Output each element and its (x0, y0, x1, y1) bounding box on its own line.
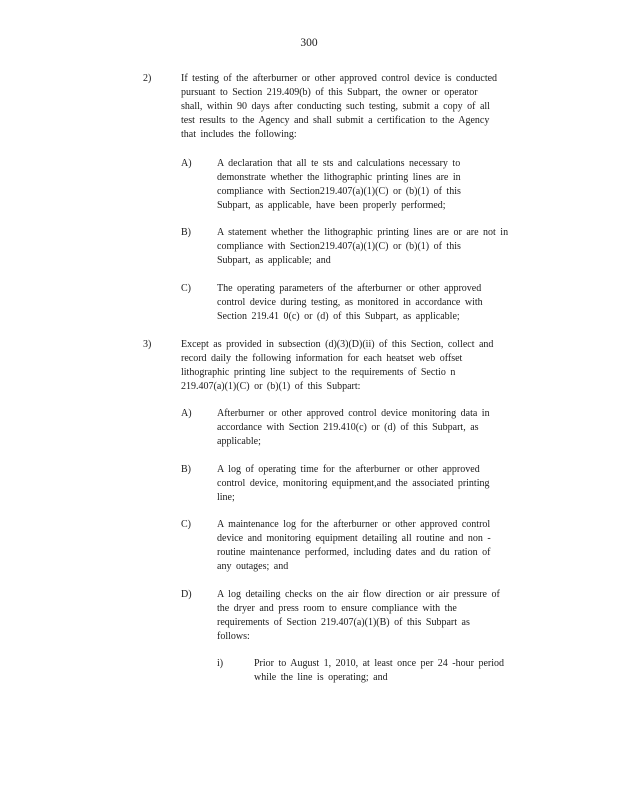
text-line: shall, within 90 days after conducting such testing, submit a copy of all (181, 101, 490, 112)
text-line: A maintenance log for the afterburner or other approved control (217, 519, 491, 530)
subparagraph-marker: A) (181, 408, 192, 419)
text-line: accordance with Section 219.410(c) or (d) of this Subpart, as (217, 422, 479, 433)
text-line: Section 219.41 0(c) or (d) of this Subpart, as applicable; (217, 311, 460, 322)
paragraph-text (181, 338, 531, 394)
text-line: control device, monitoring equipment,and the associated printing (217, 478, 490, 489)
text-line: 219.407(a)(1)(C) or (b)(1) of this Subpart: (181, 381, 361, 392)
subparagraph-marker: A) (181, 158, 192, 169)
subparagraph-text (217, 518, 539, 574)
text-line: device and monitoring equipment detailing all routine and non - (217, 533, 491, 544)
paragraph-marker: 2) (143, 73, 152, 84)
text-line: demonstrate whether the lithographic printing lines are in (217, 172, 461, 183)
text-line: A declaration that all te sts and calculations necessary to (217, 158, 461, 169)
text-line: Subpart, as applicable, have been properly performed; (217, 200, 446, 211)
text-line: pursuant to Section 219.409(b) of this Subpart, the owner or operator (181, 87, 478, 98)
subparagraph-text (217, 463, 539, 505)
text-line: A statement whether the lithographic printing lines are or are not in (217, 227, 509, 238)
text-line: while the line is operating; and (254, 672, 388, 683)
text-line: Afterburner or other approved control device monitoring data in (217, 408, 490, 419)
text-line: Prior to August 1, 2010, at least once per 24 -hour period (254, 658, 505, 669)
clause-text (254, 657, 522, 685)
subparagraph-text (217, 407, 539, 449)
text-line: compliance with Section219.407(a)(1)(C) or (b)(1) of this (217, 186, 461, 197)
paragraph-text (181, 72, 531, 142)
text-line: applicable; (217, 436, 261, 447)
text-line: test results to the Agency and shall submit a certification to the Agency (181, 115, 490, 126)
subparagraph-marker: C) (181, 519, 191, 530)
paragraph-marker: 3) (143, 339, 152, 350)
subparagraph-text (217, 588, 539, 644)
text-line: control device during testing, as monitored in accordance with (217, 297, 483, 308)
subparagraph-text (217, 157, 539, 213)
page-number: 300 (300, 37, 318, 49)
text-line: A log detailing checks on the air flow direction or air pressure of (217, 589, 500, 600)
text-line: any outages; and (217, 561, 289, 572)
text-line: Except as provided in subsection (d)(3)(D)(ii) of this Section, collect and (181, 339, 494, 350)
subparagraph-marker: B) (181, 464, 191, 475)
text-line: A log of operating time for the afterburner or other approved (217, 464, 480, 475)
subparagraph-text (217, 282, 539, 324)
text-line: lithographic printing line subject to the requirements of Sectio n (181, 367, 456, 378)
text-line: If testing of the afterburner or other approved control device is conducted (181, 73, 498, 84)
text-line: line; (217, 492, 235, 503)
text-line: Subpart, as applicable; and (217, 255, 331, 266)
text-line: the dryer and press room to ensure compliance with the (217, 603, 457, 614)
subparagraph-marker: B) (181, 227, 191, 238)
text-line: record daily the following information for each heatset web offset (181, 353, 463, 364)
text-line: compliance with Section219.407(a)(1)(C) or (b)(1) of this (217, 241, 461, 252)
text-line: routine maintenance performed, including dates and du ration of (217, 547, 491, 558)
subparagraph-marker: C) (181, 283, 191, 294)
clause-marker: i) (217, 658, 224, 669)
text-line: The operating parameters of the afterburner or other approved (217, 283, 482, 294)
text-line: requirements of Section 219.407(a)(1)(B) of this Subpart as (217, 617, 470, 628)
text-line: that includes the following: (181, 129, 297, 140)
subparagraph-marker: D) (181, 589, 192, 600)
text-line: follows: (217, 631, 250, 642)
subparagraph-text (217, 226, 539, 268)
